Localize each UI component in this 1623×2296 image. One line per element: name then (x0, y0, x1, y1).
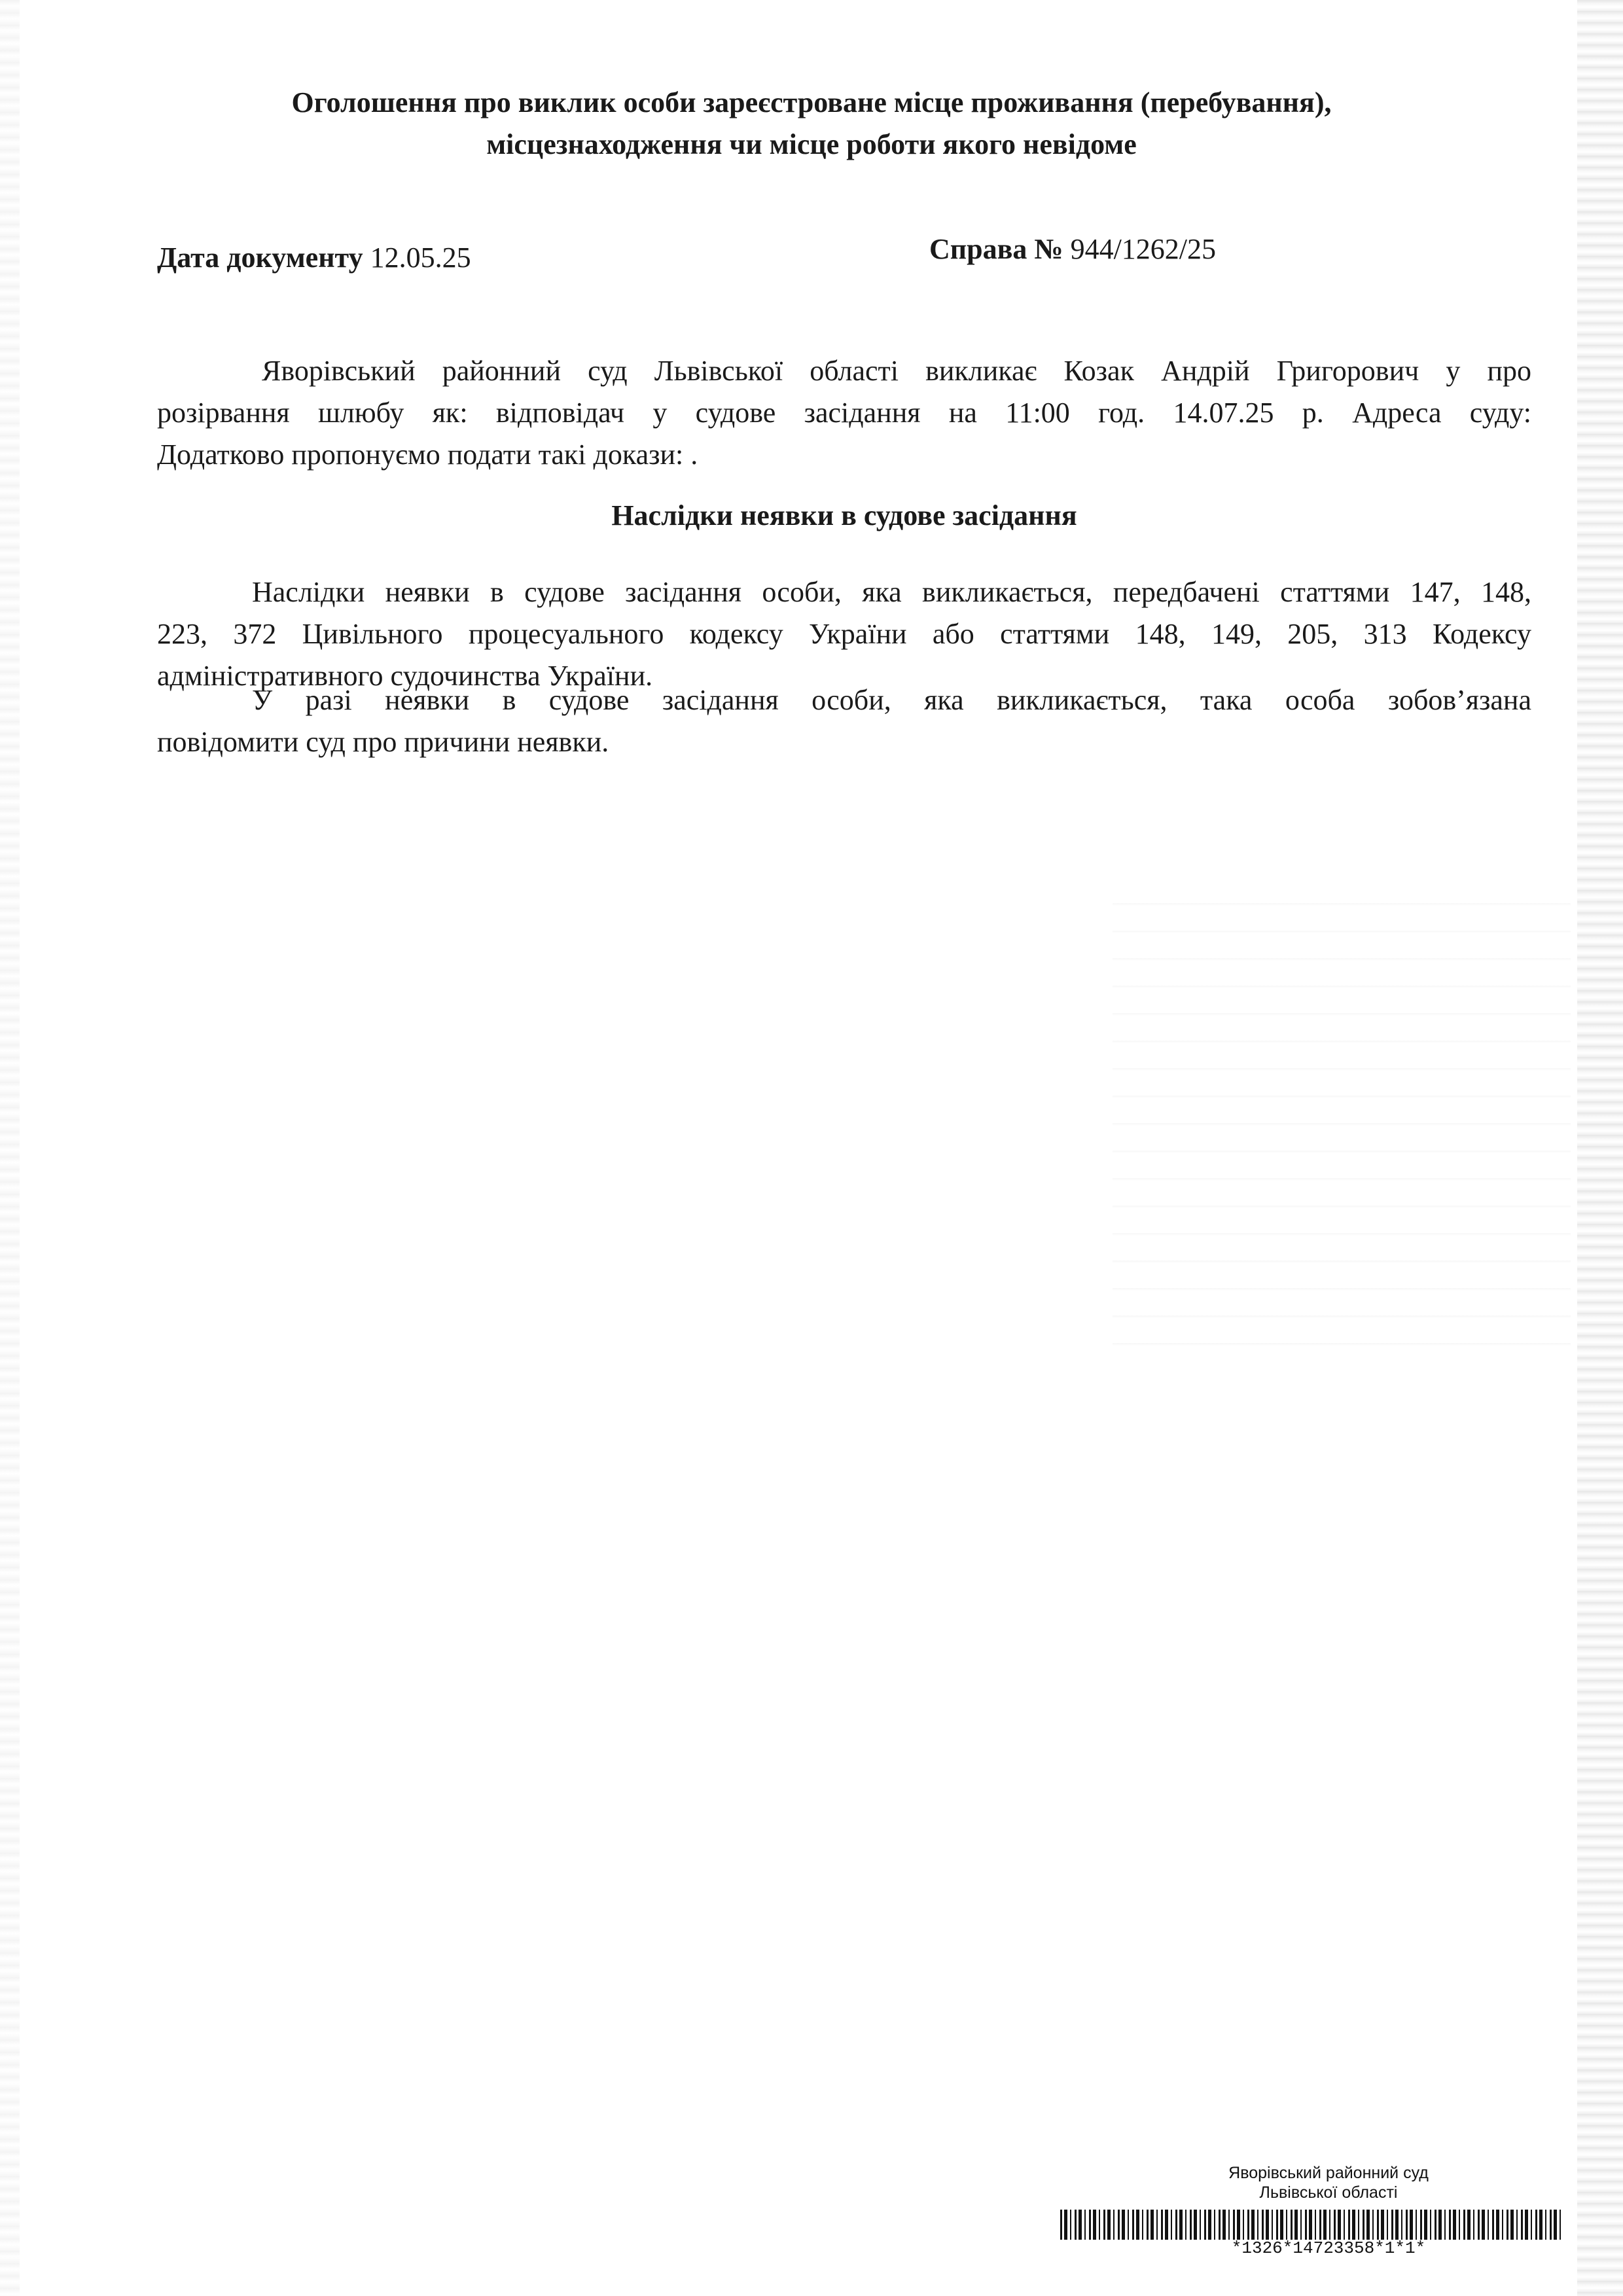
paragraph-line: Додатково пропонуємо подати такі докази: . (157, 439, 698, 471)
notice-paragraph (157, 679, 1531, 763)
court-region: Львівської області (1259, 2183, 1398, 2202)
consequences-paragraph (157, 571, 1531, 697)
paragraph-line: розірвання шлюбу як: відповідач у судове засідання на 11:00 год. 14.07.25 р. Адреса суду: (157, 397, 1531, 429)
paragraph-line: У разі неявки в судове засідання особи, яка викликається, така особа зобов’язана (252, 684, 1531, 716)
document-title (157, 82, 1466, 166)
title-line-2: місцезнаходження чи місце роботи якого невідоме (486, 128, 1137, 160)
scan-bleed-through (1113, 903, 1571, 1361)
case-value: 944/1262/25 (1070, 233, 1217, 265)
scan-noise-right (1577, 0, 1623, 2296)
barcode (1060, 2210, 1564, 2240)
case-label: Справа № (929, 233, 1063, 265)
paragraph-line: Яворівський районний суд Львівської області викликає Козак Андрій Григорович у про (262, 355, 1531, 387)
date-value: 12.05.25 (370, 242, 471, 274)
summons-paragraph (157, 350, 1531, 476)
court-name: Яворівський районний суд (1228, 2164, 1429, 2182)
paragraph-line: повідомити суд про причини неявки. (157, 726, 609, 758)
case-number (929, 232, 1216, 266)
barcode-number: *1326*14723358*1*1* (1231, 2238, 1426, 2258)
paragraph-line: адміністративного судочинства України. (157, 660, 653, 692)
document-date (157, 241, 471, 274)
scan-noise-left (0, 0, 20, 2296)
date-label: Дата документу (157, 242, 363, 274)
section-heading: Наслідки неявки в судове засідання (611, 499, 1077, 531)
court-stamp (1126, 2163, 1531, 2202)
paragraph-line: 223, 372 Цивільного процесуального кодексу України або статтями 148, 149, 205, 313 Кодексу (157, 618, 1531, 650)
title-line-1: Оголошення про виклик особи зареєстроване місце проживання (перебування), (291, 86, 1332, 118)
paragraph-line: Наслідки неявки в судове засідання особи, яка викликається, передбачені статтями 147, 148, (252, 576, 1531, 608)
